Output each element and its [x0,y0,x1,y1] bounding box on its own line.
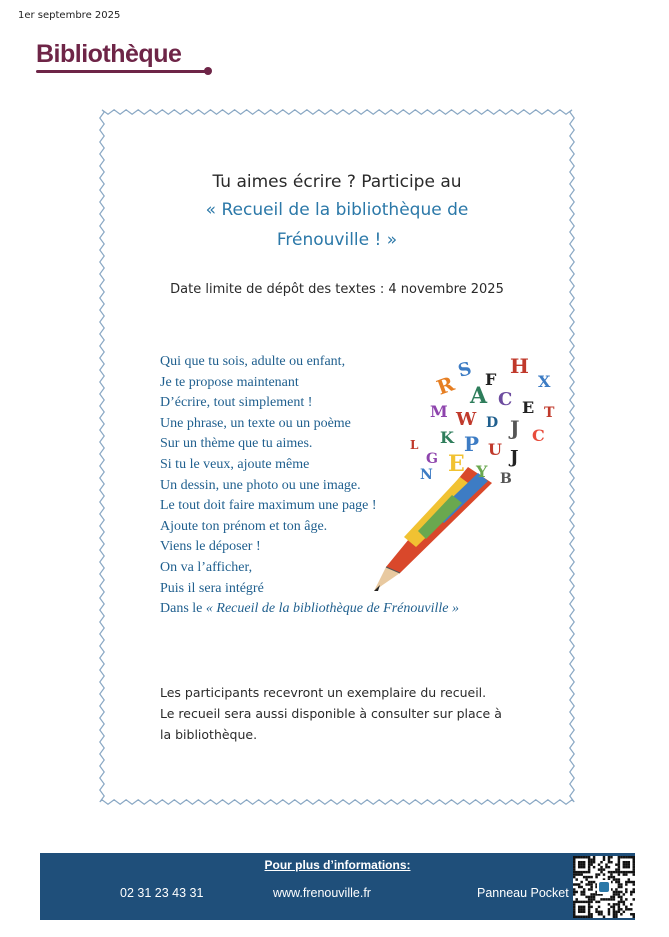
closing-line: Le recueil sera aussi disponible à consulter sur place à [160,706,502,721]
svg-text:C: C [498,389,513,410]
svg-text:C: C [532,426,545,445]
poem-line: Viens le déposer ! [160,539,261,555]
poem-line: Ajoute ton prénom et ton âge. [160,518,328,534]
svg-text:X: X [538,372,551,391]
footer-website: www.frenouville.fr [273,886,371,900]
heading-line-2: « Recueil de la bibliothèque de [205,200,469,220]
svg-text:Y: Y [476,462,488,481]
svg-text:G: G [426,451,438,467]
svg-text:S: S [455,358,474,382]
heading-line-1: Tu aimes écrire ? Participe au [212,172,462,192]
deadline-text: Date limite de dépôt des textes : 4 novembre 2025 [170,282,504,297]
qr-code-icon [573,856,635,918]
closing-text [160,682,502,745]
logo-dot [204,67,212,75]
poem-line: Puis il sera intégré [160,580,264,596]
info-footer [40,853,635,920]
pencil-letters-illustration [360,355,570,595]
poem-line: Le tout doit faire maximum une page ! [160,498,377,514]
svg-text:M: M [430,402,448,421]
svg-text:E: E [522,398,535,417]
svg-text:E: E [448,451,465,477]
footer-title: Pour plus d’informations: [264,858,411,872]
poem-line: Sur un thème que tu aimes. [160,436,313,452]
svg-text:U: U [488,440,502,459]
svg-text:W: W [456,409,477,430]
svg-text:J: J [510,416,520,440]
svg-text:P: P [464,432,480,456]
svg-text:R: R [433,371,458,400]
svg-text:L: L [410,438,419,452]
svg-text:B: B [500,471,512,487]
footer-phone: 02 31 23 43 31 [120,886,204,900]
svg-text:A: A [470,383,488,409]
closing-line: la bibliothèque. [160,727,258,742]
poem-line: Qui que tu sois, adulte ou enfant, [160,354,346,369]
poem-line: D’écrire, tout simplement ! [160,395,313,411]
flying-letters [410,355,555,487]
closing-line: Les participants recevront un exemplaire du recueil. [160,685,487,700]
poem-last-prefix: Dans le [160,601,206,617]
svg-text:N: N [420,467,433,483]
logo-underline [36,70,206,73]
svg-text:J: J [510,447,519,468]
pencil-body [374,467,492,591]
svg-text:K: K [440,428,454,447]
poem-line: Une phrase, un texte ou un poème [160,415,351,431]
svg-text:F: F [485,370,497,389]
footer-app: Panneau Pocket [477,886,569,900]
poem-line: Si tu le veux, ajoute même [160,456,310,472]
document-date: 1er septembre 2025 [18,10,121,21]
poem-last-title: « Recueil de la bibliothèque de Frénouville » [205,601,459,617]
svg-text:D: D [486,415,499,431]
heading-line-3: Frénouville ! » [276,230,398,250]
poem-line: Un dessin, une photo ou une image. [160,477,361,493]
svg-text:T: T [544,405,555,421]
poem-line: On va l’afficher, [160,559,253,575]
svg-text:H: H [510,355,529,378]
poem-last-line [160,599,459,620]
bibliotheque-logo: Bibliothèque [36,40,182,68]
poem-line: Je te propose maintenant [160,374,299,390]
